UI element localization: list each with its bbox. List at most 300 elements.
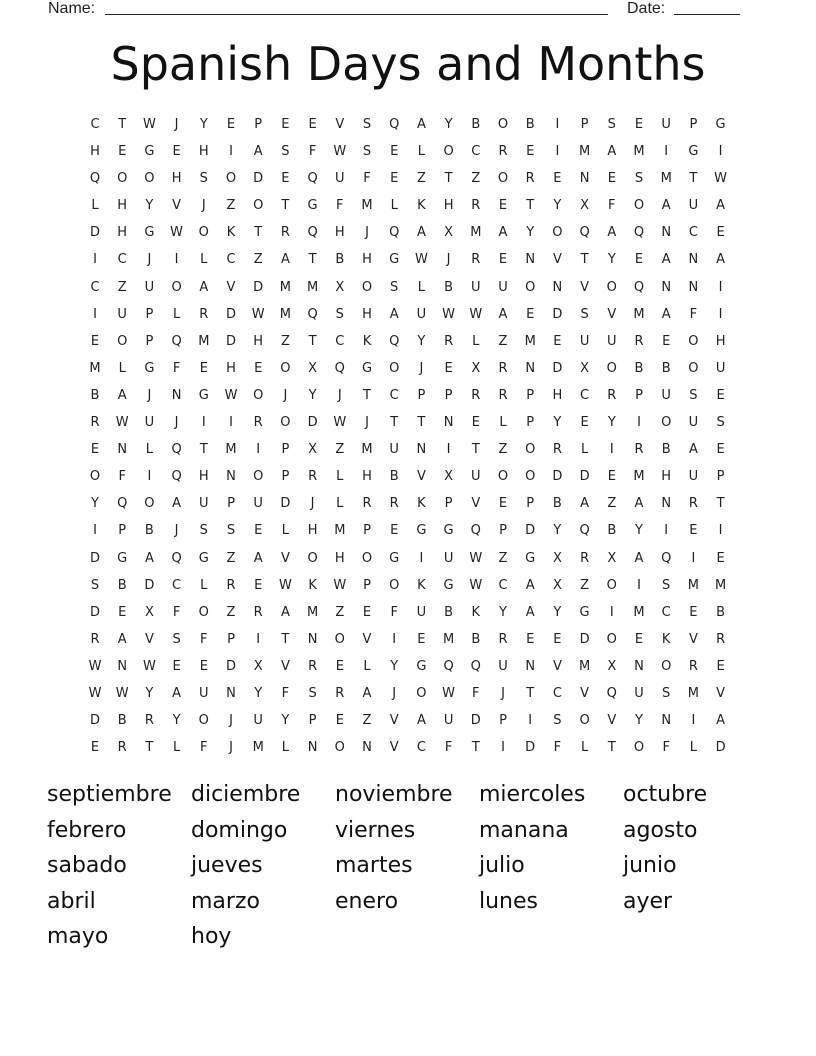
grid-letter: D (280, 496, 291, 512)
grid-letter: E (716, 550, 725, 566)
grid-letter: R (90, 631, 100, 647)
grid-letter: N (226, 469, 236, 485)
grid-letter: R (335, 685, 345, 701)
grid-letter: A (661, 306, 671, 322)
grid-letter: P (635, 387, 643, 403)
grid-letter: M (198, 333, 210, 349)
grid-letter: A (634, 496, 644, 512)
grid-letter: O (416, 685, 427, 701)
grid-letter: D (89, 604, 100, 620)
grid-letter: A (498, 306, 508, 322)
grid-letter: U (634, 685, 644, 701)
grid-letter: L (580, 740, 589, 756)
grid-letter: C (90, 117, 100, 132)
grid-letter: D (307, 415, 318, 431)
grid-letter: R (308, 469, 318, 485)
grid-letter: U (117, 306, 127, 322)
grid-letter: A (525, 577, 535, 593)
grid-letter: C (688, 225, 698, 241)
grid-letter: G (198, 387, 209, 403)
grid-letter: L (390, 198, 398, 214)
grid-letter: N (661, 496, 672, 512)
grid-letter: I (93, 306, 97, 322)
grid-letter: H (362, 469, 372, 485)
grid-letter: U (416, 604, 427, 620)
grid-letter: P (363, 577, 371, 593)
grid-letter: I (718, 144, 723, 160)
grid-letter: Q (117, 496, 128, 512)
grid-letter: V (389, 713, 399, 729)
grid-letter: R (90, 415, 100, 431)
grid-letter: Z (471, 171, 481, 187)
grid-letter: P (363, 523, 371, 539)
grid-letter: B (607, 523, 617, 539)
grid-letter: P (281, 442, 290, 458)
grid-letter: B (444, 604, 454, 620)
word-list-item: marzo (191, 888, 260, 914)
grid-letter: E (607, 171, 616, 187)
grid-letter: T (281, 198, 290, 214)
grid-letter: L (336, 469, 344, 485)
grid-letter: V (144, 631, 154, 647)
grid-letter: S (362, 117, 372, 132)
grid-letter: R (716, 631, 726, 647)
grid-letter: O (389, 577, 400, 593)
grid-letter: R (498, 360, 508, 376)
grid-letter: D (225, 658, 236, 674)
word-list-item: manana (479, 817, 569, 843)
word-list-item: miercoles (479, 782, 586, 807)
grid-letter: I (609, 604, 614, 620)
grid-row (82, 517, 734, 544)
grid-letter: A (661, 252, 671, 268)
grid-letter: V (362, 631, 372, 647)
grid-letter: M (279, 306, 291, 322)
grid-letter: A (144, 550, 154, 566)
grid-letter: A (634, 550, 644, 566)
word-list-item: viernes (335, 817, 416, 843)
grid-letter: T (526, 685, 535, 701)
grid-letter: R (525, 171, 535, 187)
grid-letter: H (171, 171, 182, 187)
grid-letter: I (555, 117, 560, 132)
grid-letter: D (579, 469, 590, 485)
grid-letter: O (497, 117, 509, 132)
grid-row (82, 436, 734, 463)
grid-letter: C (552, 685, 562, 701)
word-row (47, 778, 767, 814)
grid-letter: Y (444, 117, 453, 132)
grid-letter: P (417, 387, 426, 403)
grid-letter: G (579, 604, 590, 620)
grid-letter: O (144, 171, 155, 187)
grid-letter: O (497, 171, 509, 187)
grid-letter: R (580, 550, 590, 566)
grid-letter: E (498, 198, 508, 214)
word-list-item: enero (335, 888, 399, 914)
grid-letter: B (444, 279, 454, 295)
grid-letter: W (142, 117, 156, 132)
grid-letter: S (634, 171, 644, 187)
word-list-item: jueves (191, 853, 263, 879)
grid-letter: L (336, 496, 344, 512)
grid-letter: H (226, 360, 236, 376)
grid-letter: L (200, 252, 208, 268)
grid-letter: L (172, 740, 181, 756)
grid-letter: Y (199, 117, 208, 132)
grid-letter: U (253, 713, 263, 729)
grid-letter: X (471, 360, 481, 376)
grid-letter: C (416, 740, 426, 756)
grid-letter: T (308, 333, 317, 349)
grid-letter: U (579, 333, 590, 349)
grid-letter: E (716, 658, 725, 674)
grid-letter: H (362, 306, 372, 322)
grid-letter: Y (145, 198, 154, 214)
grid-letter: O (525, 442, 536, 458)
grid-letter: P (499, 713, 507, 729)
grid-letter: M (633, 306, 645, 322)
grid-letter: Z (498, 550, 508, 566)
grid-letter: W (333, 577, 347, 593)
grid-letter: U (498, 279, 508, 295)
grid-letter: J (147, 387, 152, 403)
grid-letter: T (716, 496, 725, 512)
grid-letter: R (253, 415, 263, 431)
grid-letter: F (281, 685, 290, 701)
grid-letter: D (89, 713, 100, 729)
grid-letter: Y (254, 685, 263, 701)
word-row (47, 849, 767, 885)
grid-letter: F (608, 198, 616, 214)
grid-letter: E (308, 117, 317, 132)
grid-letter: D (89, 225, 100, 241)
grid-letter: E (662, 333, 671, 349)
grid-letter: O (280, 360, 291, 376)
grid-letter: R (444, 333, 454, 349)
grid-letter: Q (470, 523, 481, 539)
word-list-item: sabado (47, 853, 127, 879)
grid-letter: O (525, 279, 536, 295)
grid-letter: A (688, 442, 698, 458)
grid-letter: I (174, 252, 179, 268)
grid-letter: F (200, 631, 208, 647)
grid-letter: X (607, 550, 617, 566)
word-row (47, 885, 767, 921)
grid-letter: O (606, 360, 617, 376)
grid-letter: I (637, 415, 641, 431)
grid-letter: E (526, 144, 535, 160)
grid-letter: N (525, 658, 536, 674)
grid-letter: L (363, 658, 371, 674)
grid-row (82, 653, 734, 680)
grid-letter: W (469, 577, 483, 593)
grid-letter: M (89, 360, 101, 376)
grid-letter: S (199, 171, 208, 187)
grid-letter: G (688, 144, 699, 160)
grid-letter: O (89, 469, 101, 485)
grid-letter: D (579, 631, 590, 647)
grid-letter: Y (607, 252, 616, 268)
grid-letter: E (390, 523, 399, 539)
grid-letter: O (253, 387, 264, 403)
grid-letter: Q (579, 523, 590, 539)
grid-letter: R (552, 442, 562, 458)
grid-letter: O (361, 279, 373, 295)
grid-letter: O (198, 604, 209, 620)
grid-letter: P (145, 333, 154, 349)
grid-letter: Q (633, 225, 645, 241)
word-list-item: octubre (623, 782, 708, 807)
grid-letter: I (555, 144, 560, 160)
grid-letter: C (117, 252, 127, 268)
grid-letter: B (117, 713, 127, 729)
grid-row (82, 599, 734, 626)
grid-letter: N (117, 658, 128, 674)
grid-letter: J (392, 685, 397, 701)
grid-letter: Y (553, 198, 562, 214)
grid-letter: J (229, 713, 233, 729)
grid-letter: N (661, 279, 672, 295)
grid-letter: T (199, 442, 208, 458)
grid-letter: N (661, 225, 672, 241)
grid-letter: S (662, 685, 671, 701)
grid-letter: I (501, 740, 505, 756)
grid-letter: F (662, 740, 670, 756)
grid-letter: C (661, 604, 671, 620)
grid-letter: E (362, 604, 372, 620)
grid-letter: L (281, 740, 290, 756)
grid-letter: S (172, 631, 181, 647)
grid-letter: A (172, 496, 182, 512)
grid-letter: D (144, 577, 155, 593)
grid-letter: O (606, 279, 617, 295)
grid-letter: O (253, 198, 264, 214)
grid-letter: N (688, 279, 699, 295)
grid-letter: P (580, 117, 589, 132)
grid-letter: B (471, 631, 481, 647)
grid-letter: M (361, 442, 373, 458)
grid-letter: Q (389, 225, 400, 241)
grid-row (82, 545, 734, 572)
grid-letter: D (552, 469, 563, 485)
grid-letter: T (471, 442, 480, 458)
grid-row (82, 301, 734, 328)
date-label: Date: (627, 0, 666, 17)
grid-letter: S (607, 117, 616, 132)
grid-letter: B (471, 117, 481, 132)
grid-letter: L (118, 360, 126, 376)
grid-letter: C (172, 577, 182, 593)
grid-letter: O (117, 171, 128, 187)
grid-letter: Y (172, 713, 181, 729)
grid-letter: O (525, 469, 536, 485)
grid-letter: N (634, 658, 644, 674)
grid-letter: K (417, 496, 426, 512)
grid-letter: W (88, 658, 102, 674)
grid-letter: U (443, 713, 454, 729)
grid-letter: Z (416, 171, 426, 187)
grid-letter: I (718, 306, 723, 322)
grid-letter: A (607, 144, 617, 160)
grid-letter: A (607, 225, 617, 241)
grid-letter: I (664, 144, 669, 160)
grid-letter: G (198, 550, 209, 566)
grid-letter: N (226, 685, 236, 701)
grid-letter: G (389, 550, 400, 566)
grid-letter: O (443, 144, 454, 160)
grid-letter: M (578, 144, 591, 160)
grid-letter: T (444, 171, 453, 187)
grid-letter: Q (606, 685, 617, 701)
grid-letter: Z (280, 333, 290, 349)
grid-letter: E (634, 252, 644, 268)
grid-letter: C (226, 252, 236, 268)
grid-letter: J (365, 415, 369, 431)
grid-letter: W (278, 577, 292, 593)
grid-letter: F (200, 740, 208, 756)
grid-letter: X (580, 198, 590, 214)
grid-letter: E (417, 631, 426, 647)
grid-letter: A (253, 144, 263, 160)
grid-letter: T (689, 171, 698, 187)
grid-letter: Y (91, 496, 99, 512)
grid-letter: X (308, 442, 318, 458)
grid-letter: W (88, 685, 102, 701)
grid-letter: S (90, 577, 100, 593)
grid-letter: R (471, 252, 481, 268)
grid-row (82, 328, 734, 355)
grid-letter: E (199, 658, 208, 674)
grid-letter: H (253, 333, 264, 349)
grid-letter: A (716, 252, 726, 268)
grid-letter: Y (607, 415, 616, 431)
name-label: Name: (48, 0, 96, 17)
grid-letter: S (335, 306, 344, 322)
grid-letter: W (251, 306, 265, 322)
grid-letter: R (144, 713, 154, 729)
grid-letter: Y (635, 523, 643, 539)
grid-letter: I (201, 415, 206, 431)
grid-letter: X (607, 658, 617, 674)
grid-letter: X (444, 225, 454, 241)
grid-letter: E (553, 333, 562, 349)
grid-letter: S (580, 306, 589, 322)
grid-letter: V (335, 117, 345, 132)
grid-row (82, 680, 734, 707)
grid-letter: L (200, 577, 208, 593)
grid-letter: I (691, 713, 696, 729)
grid-letter: B (117, 577, 127, 593)
grid-letter: B (634, 360, 644, 376)
grid-letter: N (525, 252, 536, 268)
grid-letter: P (716, 469, 725, 485)
grid-letter: V (471, 496, 481, 512)
grid-row (82, 219, 734, 246)
grid-letter: G (144, 225, 155, 241)
grid-letter: R (389, 496, 399, 512)
grid-letter: X (144, 604, 154, 620)
grid-letter: Y (308, 387, 317, 403)
grid-letter: O (497, 469, 509, 485)
grid-row (82, 409, 734, 436)
grid-letter: R (688, 496, 698, 512)
grid-letter: U (688, 198, 699, 214)
grid-letter: G (361, 360, 373, 376)
grid-letter: Y (526, 225, 535, 241)
grid-letter: A (661, 198, 671, 214)
grid-letter: P (499, 523, 507, 539)
grid-letter: U (416, 306, 427, 322)
grid-letter: I (419, 550, 424, 566)
grid-letter: I (93, 523, 97, 539)
grid-letter: U (144, 279, 155, 295)
grid-letter: Z (226, 198, 236, 214)
grid-letter: O (171, 279, 182, 295)
grid-letter: T (607, 740, 616, 756)
grid-letter: T (471, 740, 480, 756)
grid-letter: Z (498, 333, 508, 349)
grid-letter: T (308, 252, 317, 268)
grid-letter: L (417, 279, 426, 295)
grid-letter: H (90, 144, 100, 160)
grid-letter: O (361, 550, 373, 566)
grid-letter: E (281, 117, 290, 132)
grid-letter: L (499, 415, 507, 431)
grid-letter: N (117, 442, 128, 458)
grid-letter: I (93, 252, 97, 268)
grid-letter: D (225, 333, 236, 349)
word-row (47, 920, 767, 956)
grid-letter: Q (171, 442, 182, 458)
grid-letter: H (198, 144, 209, 160)
grid-letter: O (633, 198, 645, 214)
grid-letter: E (553, 171, 562, 187)
grid-letter: T (526, 198, 535, 214)
grid-letter: E (390, 171, 399, 187)
grid-letter: R (634, 442, 644, 458)
grid-letter: K (308, 577, 317, 593)
grid-letter: P (526, 496, 535, 512)
grid-letter: O (633, 740, 645, 756)
grid-letter: E (634, 631, 644, 647)
grid-letter: V (226, 279, 236, 295)
grid-letter: E (689, 604, 698, 620)
grid-letter: Q (633, 279, 645, 295)
grid-letter: O (552, 225, 563, 241)
grid-letter: E (226, 117, 236, 132)
grid-letter: U (688, 415, 699, 431)
grid-letter: C (90, 279, 100, 295)
grid-letter: S (281, 144, 290, 160)
grid-letter: O (688, 333, 699, 349)
grid-letter: N (661, 713, 672, 729)
grid-letter: A (199, 279, 209, 295)
grid-letter: R (498, 387, 508, 403)
grid-row (82, 355, 734, 382)
grid-letter: D (89, 550, 100, 566)
grid-letter: N (688, 252, 699, 268)
grid-letter: U (199, 496, 209, 512)
grid-letter: V (607, 306, 617, 322)
grid-letter: N (416, 442, 427, 458)
grid-letter: E (716, 442, 725, 458)
grid-letter: J (174, 117, 179, 132)
grid-letter: A (416, 117, 426, 132)
grid-letter: M (687, 577, 699, 593)
grid-letter: V (172, 198, 182, 214)
grid-letter: Y (417, 333, 426, 349)
